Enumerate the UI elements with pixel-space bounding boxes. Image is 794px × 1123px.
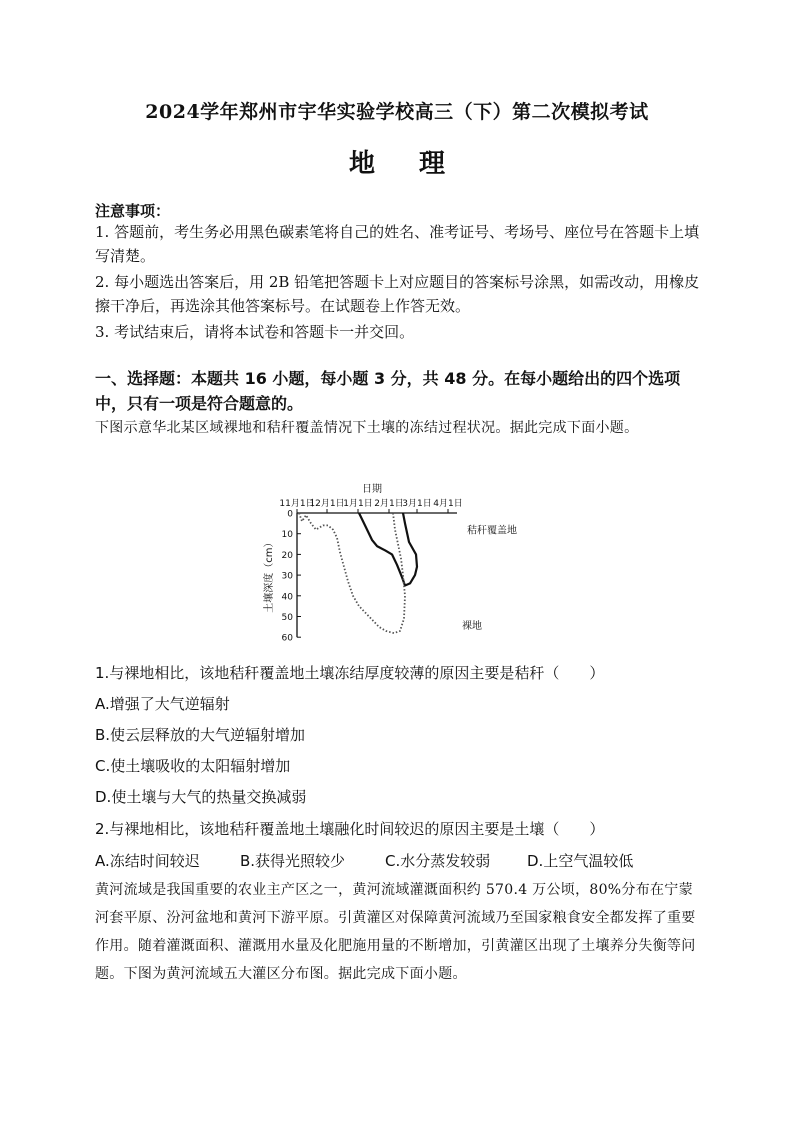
- question-2-option-d: D.上空气温较低: [527, 852, 634, 870]
- y-tick-label: 0: [287, 509, 293, 520]
- section-heading: 一、选择题：本题共 16 小题，每小题 3 分，共 48 分。在每小题给出的四个选项中，只有一项是符合题意的。: [95, 369, 681, 413]
- question-1-option-b: B.使云层释放的大气逆辐射增加: [95, 726, 306, 744]
- notice-item-3: 3. 考试结束后，请将本试卷和答题卡一并交回。: [95, 323, 415, 341]
- intro-paragraph-2: 黄河流域是我国重要的农业主产区之一，黄河流域灌溉面积约 570.4 万公顷，80%分布在宁蒙河套平原、汾河盆地和黄河下游平原。引黄灌区对保障黄河流域乃至国家粮食安全都发挥了重要作用。随着灌溉面积、灌溉用水量及化肥施用量的不断增加，引黄灌区出现了土壤养分失衡等问题。下图为黄河流域五大灌区分布图。据此完成下面小题。: [95, 882, 696, 982]
- x-tick-label: 12月1日: [309, 499, 345, 509]
- x-tick-label: 2月1日: [374, 499, 404, 509]
- subject-char-2: 理: [419, 149, 446, 179]
- question-2-option-a: A.冻结时间较迟: [95, 852, 200, 870]
- question-1-option-a: A.增强了大气逆辐射: [95, 695, 230, 713]
- x-tick-label: 4月1日: [433, 499, 463, 509]
- exam-title: 2024学年郑州市宇华实验学校高三（下）第二次模拟考试: [145, 101, 649, 123]
- question-2-options: [95, 850, 695, 871]
- question-1-stem: 1.与裸地相比，该地秸秆覆盖地土壤冻结厚度较薄的原因主要是秸秆（ ）: [95, 664, 605, 682]
- question-1-option-d: D.使土壤与大气的热量交换减弱: [95, 788, 307, 806]
- x-axis-title: 日期: [362, 484, 382, 495]
- series-label-bare-soil: 裸地: [462, 620, 482, 632]
- x-tick-label: 1月1日: [343, 499, 373, 509]
- subject-char-1: 地: [348, 149, 375, 179]
- notice-item-2: 2. 每小题选出答案后，用 2B 铅笔把答题卡上对应题目的答案标号涂黑，如需改动，用橡皮擦干净后，再选涂其他答案标号。在试题卷上作答无效。: [95, 273, 700, 315]
- x-tick-label: 11月1日: [279, 499, 315, 509]
- y-tick-label: 50: [281, 613, 293, 623]
- series-label-straw-cover: 秸秆覆盖地: [467, 525, 517, 537]
- x-tick-label: 3月1日: [402, 499, 432, 509]
- notice-item-1: 1. 答题前，考生务必用黑色碳素笔将自己的姓名、准考证号、考场号、座位号在答题卡上填写清楚。: [95, 223, 700, 265]
- question-2-option-c: C.水分蒸发较弱: [385, 852, 491, 870]
- y-tick-label: 30: [281, 571, 293, 582]
- y-tick-label: 40: [281, 592, 293, 603]
- y-axis-title: 土壤深度（cm）: [264, 537, 275, 613]
- y-tick-label: 20: [281, 550, 293, 561]
- intro-paragraph-1: 下图示意华北某区域裸地和秸秆覆盖情况下土壤的冻结过程状况。据此完成下面小题。: [95, 420, 639, 436]
- question-1-option-c: C.使土壤吸收的太阳辐射增加: [95, 757, 291, 775]
- question-2-option-b: B.获得光照较少: [240, 852, 346, 870]
- notice-heading: 注意事项：: [95, 202, 171, 220]
- subject-title: [0, 143, 794, 180]
- series-straw-cover-line: [359, 513, 417, 586]
- question-2-stem: 2.与裸地相比，该地秸秆覆盖地土壤融化时间较迟的原因主要是土壤（ ）: [95, 820, 605, 838]
- y-tick-label: 60: [281, 633, 293, 644]
- series-bare-soil-line: [299, 513, 405, 633]
- y-tick-label: 10: [281, 530, 293, 541]
